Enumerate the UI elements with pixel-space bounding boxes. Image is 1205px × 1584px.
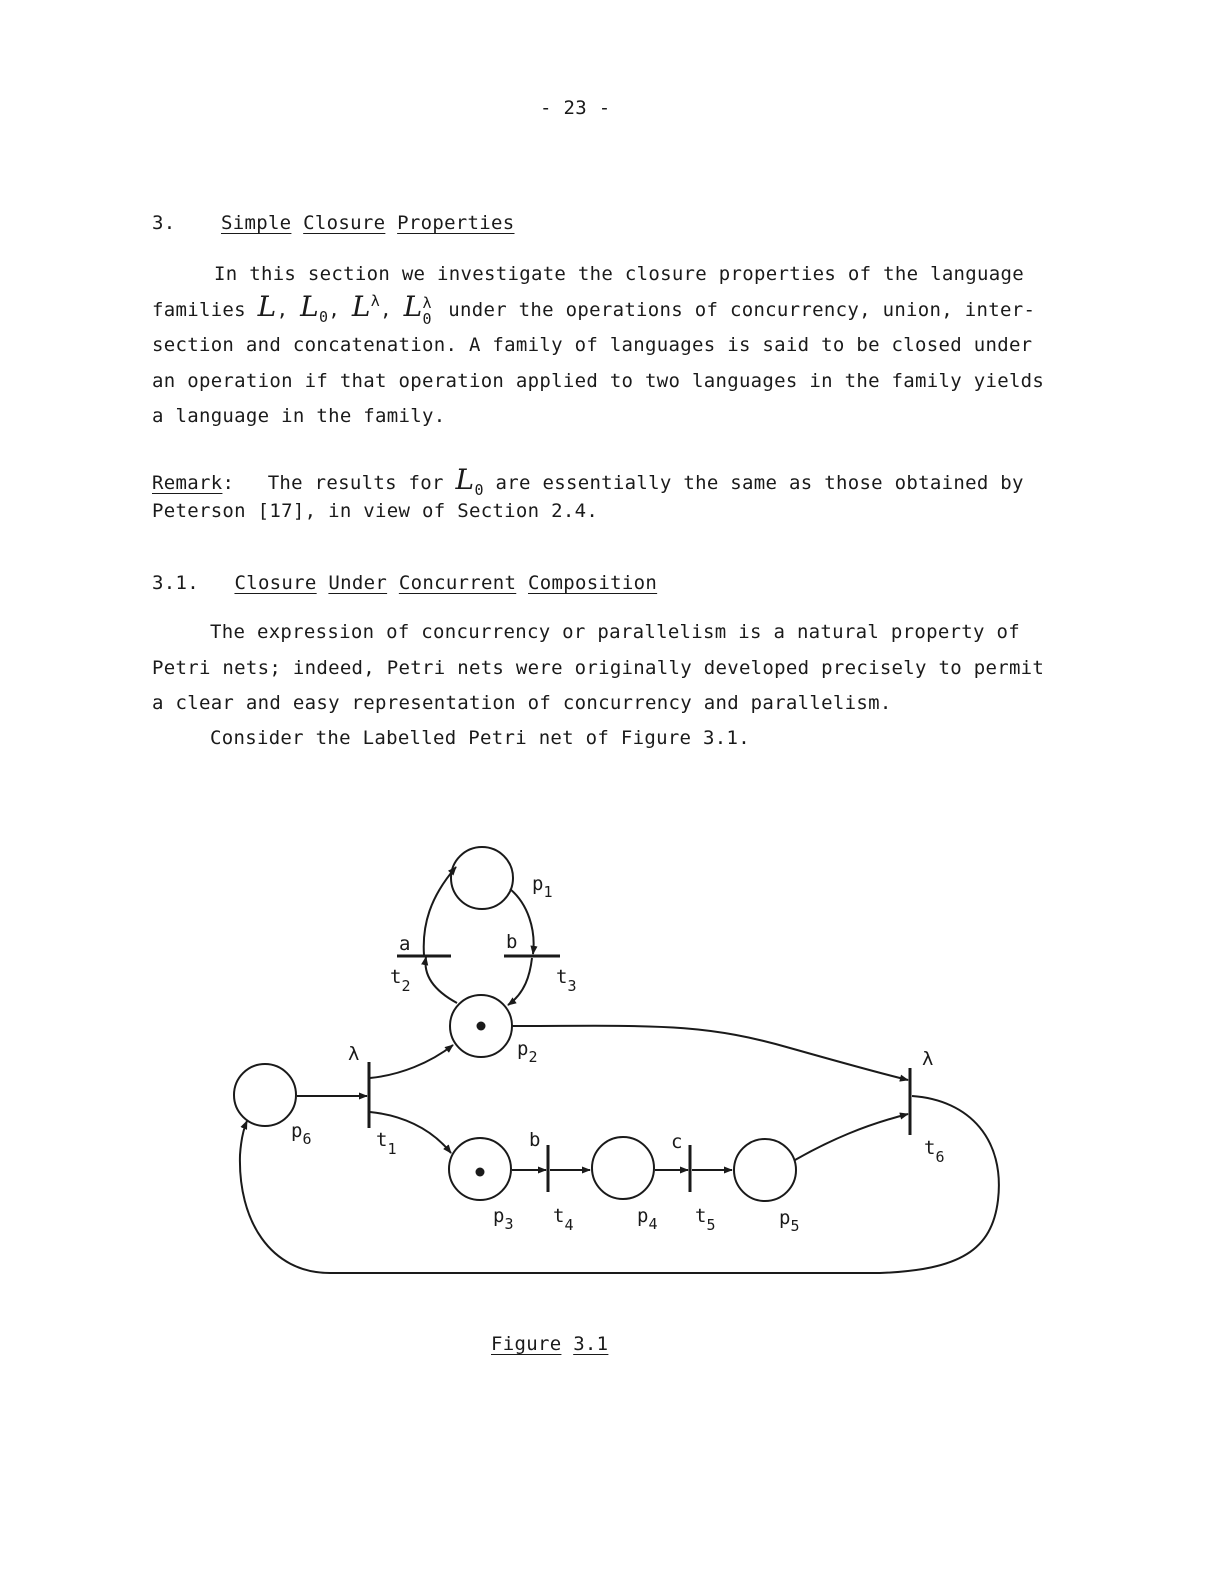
arc-t3-p2	[508, 958, 532, 1005]
page-number: - 23 -	[540, 97, 611, 119]
label-p6: $p_6$	[291, 1120, 312, 1148]
arc-p5-t6	[795, 1114, 908, 1160]
token-p3	[476, 1168, 485, 1177]
label-t3: b	[506, 931, 518, 953]
place-p5	[734, 1139, 796, 1201]
para1-line1: In this section we investigate the closure properties of the language	[214, 263, 1024, 285]
remark-colon: :	[222, 472, 235, 494]
section-number: 3.	[152, 212, 176, 234]
heading-word: Composition	[528, 572, 658, 594]
place-p4	[592, 1137, 654, 1199]
label-t2: a	[399, 933, 411, 955]
language-family-L0-lambda: L	[403, 290, 423, 323]
para1-line5: a language in the family.	[152, 405, 446, 427]
comma: ,	[328, 299, 341, 321]
arc-p2-t2	[425, 957, 457, 1003]
language-family-L-lambda: L	[351, 290, 371, 323]
heading-word: Simple	[220, 212, 292, 234]
heading-word: Concurrent	[398, 572, 517, 594]
label-t6: λ	[922, 1048, 934, 1070]
name-t3: $t_3$	[556, 966, 577, 995]
label-t1: λ	[348, 1043, 360, 1065]
figure-caption	[491, 1333, 608, 1355]
para1-line3: section and concatenation. A family of languages is said to be closed under	[152, 334, 1033, 356]
arc-t1-p2	[370, 1045, 453, 1078]
subscript-zero: 0	[318, 308, 329, 326]
language-family-L: L	[257, 290, 277, 323]
section31-line1: The expression of concurrency or parallelism is a natural property of	[210, 621, 1020, 643]
remark-post: are essentially the same as those obtained by	[495, 472, 1024, 494]
language-family-L0: L	[300, 290, 319, 323]
remark-label: Remark	[152, 472, 223, 494]
name-t5: $t_5$	[695, 1205, 716, 1234]
subscript-zero: 0	[422, 310, 432, 328]
remark-line2: Peterson [17], in view of Section 2.4.	[152, 500, 599, 522]
label-p3: $p_3$	[493, 1205, 514, 1233]
token-p2	[477, 1022, 486, 1031]
place-p6	[234, 1064, 296, 1126]
place-p1	[451, 847, 513, 909]
label-t4: b	[529, 1129, 541, 1151]
comma: ,	[380, 299, 392, 321]
section31-line2: Petri nets; indeed, Petri nets were originally developed precisely to permit	[152, 657, 1045, 679]
label-p5: $p_5$	[779, 1207, 800, 1235]
heading-word: Closure	[234, 572, 317, 594]
label-p2: $p_2$	[517, 1038, 538, 1066]
para1-line2-tail: under the operations of concurrency, union, inter-	[448, 299, 1036, 321]
remark-pre: The results for	[267, 472, 444, 494]
heading-word: Properties	[397, 212, 515, 234]
families-word: families	[152, 299, 246, 321]
caption-word: Figure	[491, 1333, 562, 1355]
heading-word: Under	[328, 572, 388, 594]
label-p4: $p_4$	[637, 1205, 658, 1233]
label-t5: c	[671, 1131, 683, 1153]
section31-line3: a clear and easy representation of concurrency and parallelism.	[152, 692, 892, 714]
language-family-L0: L	[455, 463, 475, 496]
section31-line4: Consider the Labelled Petri net of Figure 3.1.	[210, 727, 750, 749]
superscript-lambda: λ	[370, 292, 381, 310]
para1-line4: an operation if that operation applied to two languages in the family yields	[152, 370, 1045, 392]
label-p1: $p_1$	[532, 873, 553, 901]
arc-p2-t6	[512, 1026, 908, 1080]
heading-word: Closure	[303, 212, 386, 234]
name-t1: $t_1$	[376, 1129, 397, 1158]
superscript-lambda: λ	[422, 294, 432, 312]
name-t2: $t_2$	[390, 966, 411, 995]
name-t4: $t_4$	[553, 1205, 574, 1234]
caption-word: 3.1	[573, 1333, 609, 1355]
subscript-zero: 0	[474, 481, 484, 499]
section-number: 3.1.	[152, 572, 199, 594]
comma: ,	[276, 299, 289, 321]
name-t6: $t_6$	[924, 1137, 945, 1166]
